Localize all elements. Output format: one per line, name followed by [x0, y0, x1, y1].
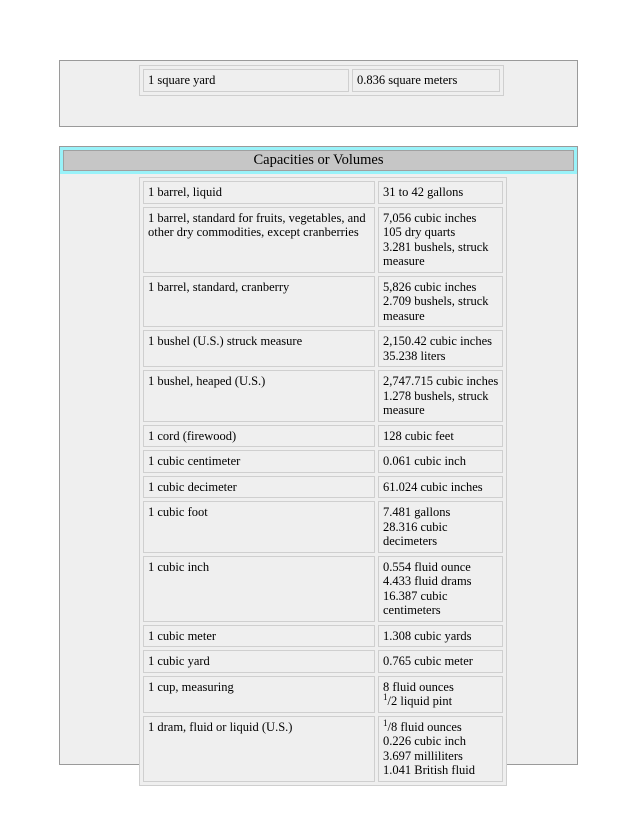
table-row [143, 625, 503, 648]
unit-cell: 1 cubic yard [143, 650, 375, 673]
equivalent-cell [378, 425, 503, 448]
table-row [143, 556, 503, 622]
equivalent-cell [378, 556, 503, 622]
equivalent-line: 5,826 cubic inches [383, 279, 477, 294]
equivalent-line: 1.041 British fluid [383, 763, 476, 777]
unit-cell: 1 dram, fluid or liquid (U.S.) [143, 716, 375, 782]
equivalent-line: 2,150.42 cubic inches [383, 334, 493, 348]
fraction-rest: /8 fluid ounces [387, 719, 462, 734]
unit-cell: 1 cord (firewood) [143, 425, 375, 448]
table-row [143, 476, 503, 499]
capacities-table [139, 177, 507, 786]
unit-cell: 1 cubic foot [143, 501, 375, 553]
equivalent-cell [378, 476, 503, 499]
equivalent-line: 3.281 bushels, struck [383, 239, 489, 254]
unit-cell: 1 square yard [143, 69, 349, 92]
equivalent-line: measure [383, 308, 425, 323]
table-row [143, 650, 503, 673]
equivalent-cell [378, 501, 503, 553]
unit-cell: 1 cubic centimeter [143, 450, 375, 473]
section-title: Capacities or Volumes [63, 150, 574, 171]
section-header-band [60, 147, 577, 174]
equivalent-line: 0.765 cubic meter [383, 654, 473, 668]
equivalent-cell [352, 69, 500, 92]
equivalent-cell [378, 716, 503, 782]
equivalent-line: 4.433 fluid drams [383, 574, 472, 588]
unit-cell: 1 cubic decimeter [143, 476, 375, 499]
equivalent-line: 8 fluid ounces [383, 679, 454, 694]
table-row [143, 425, 503, 448]
equivalent-line: 0.554 fluid ounce [383, 559, 471, 574]
equivalent-line: 1.308 cubic yards [383, 628, 472, 643]
unit-cell: 1 barrel, standard, cranberry [143, 276, 375, 328]
equivalent-line: measure [383, 403, 425, 417]
equivalent-cell [378, 207, 503, 273]
equivalent-line: 16.387 cubic [383, 588, 448, 603]
equivalent-cell [378, 330, 503, 367]
equivalent-line: 28.316 cubic [383, 519, 448, 534]
equivalent-line: 0.836 square meters [357, 73, 458, 87]
table-row [143, 181, 503, 204]
equivalent-line: 2.709 bushels, struck [383, 294, 489, 308]
fraction-rest: /2 liquid pint [387, 694, 453, 708]
unit-cell: 1 cubic inch [143, 556, 375, 622]
equivalent-line: 35.238 liters [383, 348, 446, 363]
table-row [143, 501, 503, 553]
fraction-numerator: 1 [383, 692, 388, 702]
equivalent-cell [378, 676, 503, 713]
table-row [143, 69, 500, 92]
equivalent-line: 128 cubic feet [383, 428, 454, 443]
table-row [143, 276, 503, 328]
equivalent-line: 31 to 42 gallons [383, 185, 464, 199]
equivalent-line: 61.024 cubic inches [383, 479, 483, 494]
equivalent-cell [378, 370, 503, 422]
equivalent-line: 1.278 bushels, struck [383, 388, 489, 403]
equivalent-line: 0.226 cubic inch [383, 734, 466, 748]
equivalent-cell [378, 650, 503, 673]
unit-cell: 1 cubic meter [143, 625, 375, 648]
fraction-line [383, 717, 498, 735]
equivalent-line: 7.481 gallons [383, 505, 451, 519]
unit-cell: 1 barrel, standard for fruits, vegetables, and other dry commodities, except cranberries [143, 207, 375, 273]
equivalent-line: decimeters [383, 534, 438, 548]
equivalent-line: 2,747.715 cubic inches [383, 374, 499, 388]
table-row [143, 207, 503, 273]
equivalent-line: 3.697 milliliters [383, 748, 463, 763]
equivalent-cell [378, 276, 503, 328]
unit-cell: 1 bushel (U.S.) struck measure [143, 330, 375, 367]
fraction-line [383, 694, 498, 709]
equivalent-line: 0.061 cubic inch [383, 454, 466, 468]
equivalent-line: centimeters [383, 603, 441, 617]
equivalent-line: 105 dry quarts [383, 225, 456, 239]
unit-cell: 1 barrel, liquid [143, 181, 375, 204]
unit-cell: 1 cup, measuring [143, 676, 375, 713]
equivalent-line: 7,056 cubic inches [383, 210, 477, 225]
table-row [143, 716, 503, 782]
capacities-panel [59, 146, 578, 777]
equivalent-cell [378, 450, 503, 473]
equivalent-cell [378, 625, 503, 648]
top-panel [59, 60, 578, 127]
equivalent-cell [378, 181, 503, 204]
table-row [143, 370, 503, 422]
area-table [139, 65, 504, 96]
table-row [143, 330, 503, 367]
table-row [143, 676, 503, 713]
fraction-numerator: 1 [383, 717, 388, 728]
unit-cell: 1 bushel, heaped (U.S.) [143, 370, 375, 422]
equivalent-line: measure [383, 254, 425, 268]
table-row [143, 450, 503, 473]
